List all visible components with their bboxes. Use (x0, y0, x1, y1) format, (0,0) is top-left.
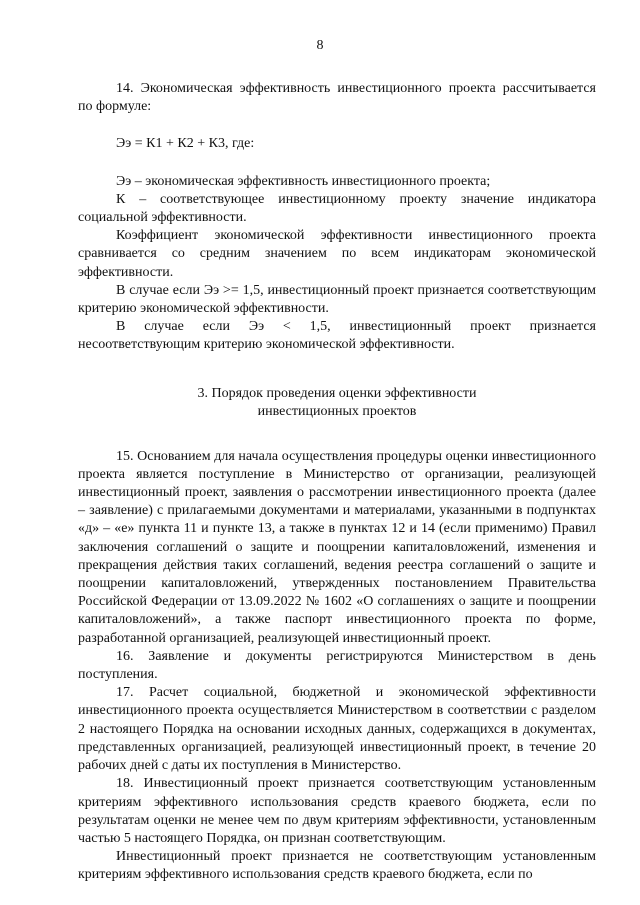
paragraph-16: 16. Заявление и документы регистрируются Министерством в день поступления. (78, 648, 596, 683)
section-heading-line2: инвестиционных проектов (257, 404, 417, 420)
paragraph-compare: Коэффициент экономической эффективности инвестиционного проекта сравнивается со средним значением по всем индикаторам экономической эффективности. (78, 228, 596, 280)
paragraph-15: 15. Основанием для начала осуществления процедуры оценки инвестиционного проекта является поступление в Министерство от организации, реализующей инвестиционный проект, заявления о рассмотрении инвестиционного проекта (далее – заявление) с прилагаемыми документами и материалами, указанными в подпунктах «д» – «е» пункта 11 и пункте 13, а также в пунктах 12 и 14 (если применимо) Правил заключения соглашений о защите и поощрении капиталовложений, изменения и прекращения действия таких соглашений, ведения реестра соглашений о защите и поощрении капиталовложений, утвержденных постановлением Правительства Российской Федерации от 13.09.2022 № 1602 «О соглашениях о защите и поощрении капиталовложений», а также паспорт инвестиционного проекта по форме, разработанной организацией, реализующей инвестиционный проект. (78, 448, 596, 646)
paragraph-17: 17. Расчет социальной, бюджетной и экономической эффективности инвестиционного проекта осуществляется Министерством в соответствии с разделом 2 настоящего Порядка на основании исходных данных, содержащихся в документах, представленных организацией, реализующей инвестиционный проект, в течение 20 рабочих дней с даты их поступления в Министерство. (78, 685, 596, 774)
section-heading-line1: 3. Порядок проведения оценки эффективности (197, 385, 477, 401)
section-heading (78, 385, 596, 422)
formula: Ээ = К1 + К2 + К3, где: (116, 136, 255, 152)
paragraph-case-ge: В случае если Ээ >= 1,5, инвестиционный проект признается соответствующим критерию экономической эффективности. (78, 282, 596, 317)
definition-ee: Ээ – экономическая эффективность инвестиционного проекта; (116, 173, 491, 189)
document-body (78, 80, 596, 885)
paragraph-18b: Инвестиционный проект признается не соответствующим установленным критериям эффективного использования средств краевого бюджета, если по (78, 849, 596, 883)
definition-k: К – соответствующее инвестиционному проекту значение индикатора социальной эффективности. (78, 191, 596, 226)
page-number: 8 (316, 38, 324, 53)
paragraph-14-intro: 14. Экономическая эффективность инвестиционного проекта рассчитывается по формуле: (78, 81, 596, 115)
paragraph-case-lt: В случае если Ээ < 1,5, инвестиционный проект признается несоответствующим критерию экономической эффективности. (78, 319, 596, 353)
paragraph-18: 18. Инвестиционный проект признается соответствующим установленным критериям эффективного использования средств краевого бюджета, если по результатам оценки не менее чем по двум критериям эффективности, установленным частью 5 настоящего Порядка, он признан соответствующим. (78, 776, 596, 846)
